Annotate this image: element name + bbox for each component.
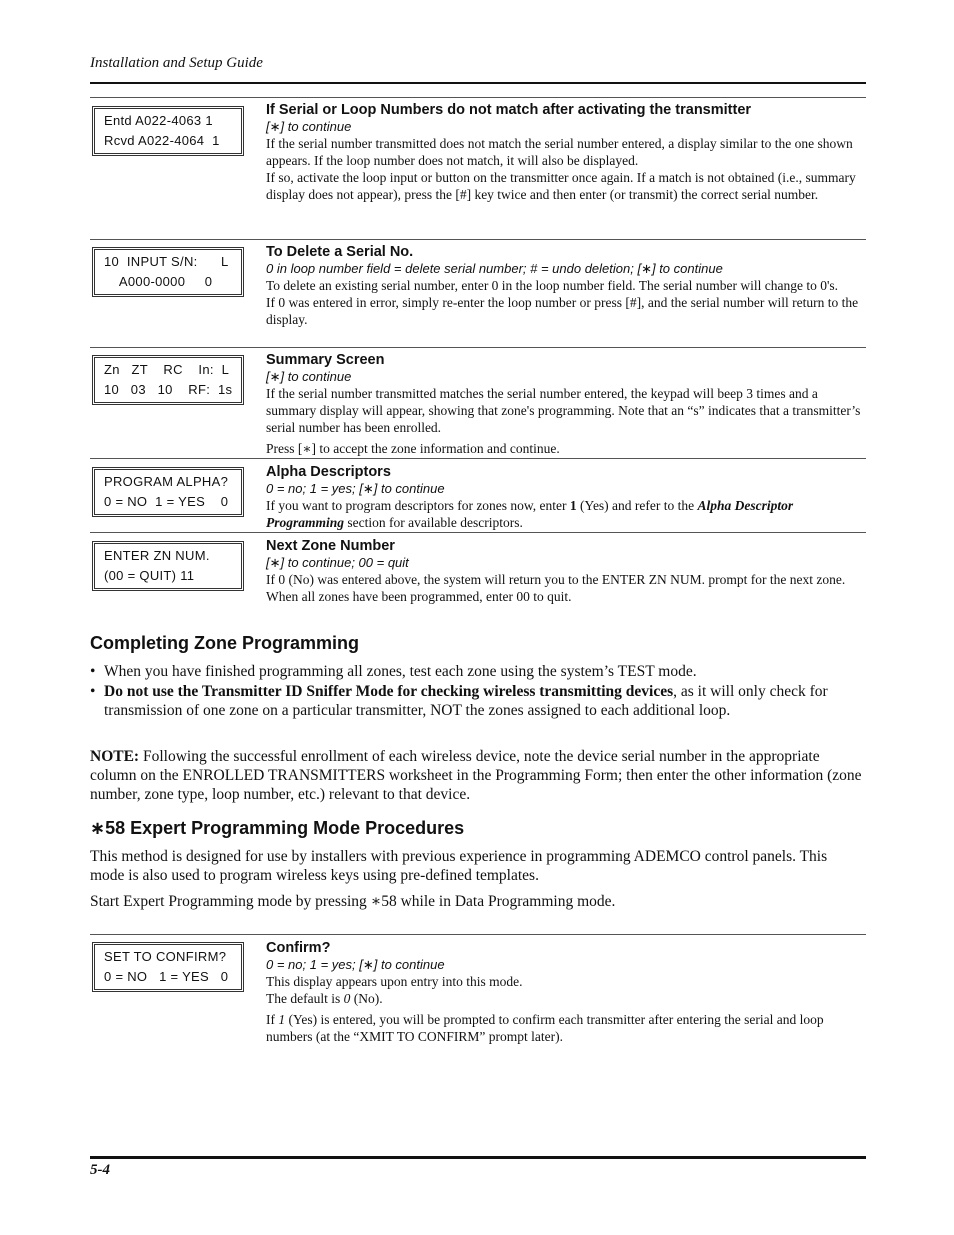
bullet-text-bold: Do not use the Transmitter ID Sniffer Mode for checking wireless transmitting devices <box>104 683 674 700</box>
note-paragraph <box>90 747 862 804</box>
lcd-line: PROGRAM ALPHA? <box>104 474 229 489</box>
value-text: 1 <box>278 1012 286 1027</box>
list-item: • When you have finished programming all zones, test each zone using the system’s TEST mode. <box>90 663 697 680</box>
entry-title: Confirm? <box>266 940 331 956</box>
entry-hint: 0 = no; 1 = yes; [∗] to continue <box>266 481 445 496</box>
section-heading: ∗58 Expert Programming Mode Procedures <box>90 818 465 838</box>
text-run: If <box>266 1012 279 1027</box>
text-run: (Yes) and refer to the <box>576 498 698 513</box>
entry-paragraph: If 0 (No) was entered above, the system will return you to the ENTER ZN NUM. prompt for the next zone. <box>266 572 846 587</box>
footer-rule <box>90 1156 866 1159</box>
lcd-line: 10 03 10 RF: 1s <box>104 382 233 397</box>
lcd-display <box>92 541 244 591</box>
expert-paragraph: Start Expert Programming mode by pressing ∗58 while in Data Programming mode. <box>90 893 616 910</box>
expert-paragraph: This method is designed for use by installers with previous experience in programming ADEMCO control panels. This mode is also used to program wireless keys using pre-defined templates. <box>90 848 828 884</box>
entry-serial-mismatch <box>266 101 862 203</box>
entry-hint: [∗] to continue <box>266 369 352 384</box>
header-title: Installation and Setup Guide <box>90 55 263 71</box>
entry-paragraph: If the serial number transmitted does not match the serial number entered, a display similar to the one shown appears. If the loop number does not match, it will also be displayed. <box>266 136 853 168</box>
entry-hint: [∗] to continue <box>266 119 352 134</box>
divider <box>90 347 866 348</box>
header-rule <box>90 82 866 84</box>
completing-bullets <box>90 662 862 721</box>
entry-paragraph: If the serial number transmitted matches the serial number entered, the keypad will beep 3 times and a summary display will appear, showing that zone's programming. Note that an “s” indicates that a transmitter’s serial number has been enrolled. <box>266 386 861 435</box>
entry-title: Alpha Descriptors <box>266 464 391 480</box>
entry-paragraph <box>266 1011 862 1045</box>
entry-paragraph <box>266 497 862 531</box>
text-run: If you want to program descriptors for zones now, enter <box>266 498 570 513</box>
text-run: (No). <box>350 991 383 1006</box>
entry-paragraph: If 0 was entered in error, simply re-enter the loop number or press [#], and the serial number will return to the display. <box>266 295 859 327</box>
entry-summary-screen <box>266 351 862 457</box>
divider <box>90 239 866 240</box>
text-run: section for available descriptors. <box>344 515 523 530</box>
lcd-display <box>92 942 244 992</box>
page-number: 5-4 <box>90 1162 110 1178</box>
default-value: 0 <box>343 991 351 1006</box>
note-label: NOTE: <box>90 748 140 765</box>
lcd-line: 0 = NO 1 = YES 0 <box>104 494 229 509</box>
divider <box>90 458 866 459</box>
divider <box>90 532 866 533</box>
entry-hint: [∗] to continue; 00 = quit <box>266 555 409 570</box>
text-run-bold: 1 <box>569 498 577 513</box>
lcd-display <box>92 355 244 405</box>
lcd-line: Entd A022-4063 1 <box>104 113 213 128</box>
section-heading: Completing Zone Programming <box>90 633 360 653</box>
divider <box>90 934 866 935</box>
entry-paragraph: Press [∗] to accept the zone information and continue. <box>266 441 560 456</box>
list-item: • Do not use the Transmitter ID Sniffer Mode for checking wireless transmitting devices, as it will only check for transmission of one zone on a particular transmitter, NOT the zones assigned to each additional loop. <box>90 683 828 719</box>
alpha-descriptor-reference: Alpha Descriptor Programming <box>266 498 794 530</box>
entry-next-zone <box>266 537 862 605</box>
lcd-display <box>92 247 244 297</box>
entry-delete-serial <box>266 243 862 328</box>
lcd-display <box>92 106 244 156</box>
lcd-line: ENTER ZN NUM. <box>104 548 210 563</box>
entry-hint: 0 = no; 1 = yes; [∗] to continue <box>266 957 445 972</box>
entry-title: Summary Screen <box>266 352 385 368</box>
entry-title: If Serial or Loop Numbers do not match after activating the transmitter <box>266 102 752 118</box>
lcd-line: 0 = NO 1 = YES 0 <box>104 969 229 984</box>
entry-paragraph: When all zones have been programmed, enter 00 to quit. <box>266 589 572 604</box>
entry-paragraph <box>266 990 862 1007</box>
bullet-text: , as it will only check for transmission of one zone on a particular transmitter, NOT the zones assigned to each additional loop. <box>104 683 828 719</box>
lcd-line: (00 = QUIT) 11 <box>104 568 195 583</box>
bullet-text: When you have finished programming all zones, test each zone using the system’s TEST mode. <box>104 663 697 680</box>
divider <box>90 97 866 98</box>
lcd-line: A000-0000 0 <box>104 274 213 289</box>
entry-paragraph: If so, activate the loop input or button on the transmitter once again. If a match is not obtained (i.e., summary display does not appear), press the [#] key twice and then enter (or transmit) the correct serial number. <box>266 170 856 202</box>
text-run: (Yes) is entered, you will be prompted to confirm each transmitter after entering the serial and loop numbers (at the “XMIT TO CONFIRM” prompt later). <box>266 1012 824 1044</box>
lcd-display <box>92 467 244 517</box>
text-run: The default is <box>266 991 344 1006</box>
lcd-line: SET TO CONFIRM? <box>104 949 227 964</box>
entry-paragraph: This display appears upon entry into this mode. <box>266 974 523 989</box>
entry-title: Next Zone Number <box>266 538 395 554</box>
entry-confirm <box>266 939 862 1045</box>
lcd-line: Rcvd A022-4064 1 <box>104 133 220 148</box>
note-text: Following the successful enrollment of each wireless device, note the device serial number in the appropriate column on the ENROLLED TRANSMITTERS worksheet in the Programming Form; then enter the other information (zone number, zone type, loop number, etc.) relevant to that device. <box>90 748 862 803</box>
entry-alpha-descriptors <box>266 463 862 531</box>
lcd-line: Zn ZT RC In: L <box>104 362 230 377</box>
lcd-line: 10 INPUT S/N: L <box>104 254 229 269</box>
entry-hint: 0 in loop number field = delete serial number; # = undo deletion; [∗] to continue <box>266 261 723 276</box>
entry-paragraph: To delete an existing serial number, enter 0 in the loop number field. The serial number will change to 0's. <box>266 278 839 293</box>
entry-title: To Delete a Serial No. <box>266 244 414 260</box>
